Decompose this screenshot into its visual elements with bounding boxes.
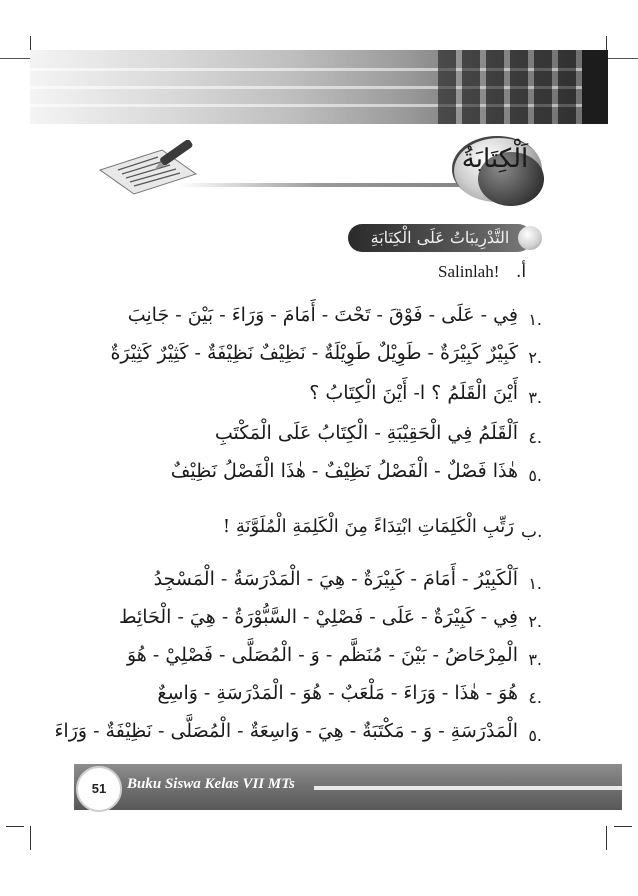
crop-mark xyxy=(614,826,632,827)
exercise-line: هُوَ - هٰذَا - وَرَاءَ - مَلْعَبٌ - هُوَ - الْمَدْرَسَةِ - وَاسِعٌ xyxy=(157,682,518,704)
exercise-line: الْمَدْرَسَةِ - وَ - مَكْتَبَةٌ - هِيَ - وَاسِعَةٌ - الْمُصَلَّى - نَظِيْفَةٌ - وَرَاءَ xyxy=(54,720,518,742)
item-number: .٤ xyxy=(528,428,542,447)
bullet-icon xyxy=(518,226,542,250)
crop-mark xyxy=(606,826,607,850)
exercise-title: التَّدْرِيبَاتُ عَلَى الْكِتَابَةِ xyxy=(348,224,532,252)
part-b-letter: ب. xyxy=(521,522,543,542)
exercise-line: اَلْكَبِيْرُ - أَمَامَ - كَبِيْرَةٌ - هِيَ - الْمَدْرَسَةُ - الْمَسْجِدُ xyxy=(153,568,518,590)
item-number: .٣ xyxy=(528,388,542,407)
item-number: .٢ xyxy=(528,348,542,367)
instruction-a: Salinlah! xyxy=(438,262,500,281)
section-title: اَلْكِتَابَةُ xyxy=(461,144,529,174)
exercise-line: اَلْقَلَمُ فِي الْحَقِيْبَةِ - الْكِتَابُ عَلَى الْمَكْتَبِ xyxy=(214,422,518,444)
footer-book-title: Buku Siswa Kelas VII MTs xyxy=(127,776,295,792)
exercise-line: كَبِيْرٌ كَبِيْرَةٌ - طَوِيْلٌ طَوِيْلَةٌ - نَظِيْفٌ نَظِيْفَةٌ - كَثِيْرٌ كَثِيْرَةٌ xyxy=(110,342,518,364)
item-number: .١ xyxy=(528,574,542,593)
header-banner xyxy=(30,50,608,124)
item-number: .٣ xyxy=(528,650,542,669)
instruction-b: رَتِّبِ الْكَلِمَاتِ ابْتِدَاءً مِنَ الْكَلِمَةِ الْمُلَوَّنَةِ ! xyxy=(222,516,514,537)
item-number: .٥ xyxy=(528,466,542,485)
page-number: 51 xyxy=(76,766,122,812)
crop-mark xyxy=(6,826,24,827)
item-number: .٤ xyxy=(528,688,542,707)
crop-mark xyxy=(30,826,31,850)
exercise-line: فِي - عَلَى - فَوْقَ - تَحْتَ - أَمَامَ - وَرَاءَ - بَيْنَ - جَانِبَ xyxy=(127,304,518,326)
exercise-line: أَيْنَ الْقَلَمُ ؟ ا- أَيْنَ الْكِتَابُ ؟ xyxy=(309,382,518,404)
part-a-letter: .أ xyxy=(516,262,527,282)
exercise-line: فِي - كَبِيْرَةٌ - عَلَى - فَصْلِيْ - السَّبُّوْرَةُ - هِيَ - الْحَائِط xyxy=(118,606,518,628)
exercise-line: هٰذَا فَصْلٌ - الْفَصْلُ نَظِيْفٌ - هٰذَا الْفَصْلُ نَظِيْفٌ xyxy=(170,460,518,482)
exercise-line: الْمِرْحَاضُ - بَيْنَ - مُنَظَّم - وَ - الْمُصَلَّى - فَصْلِيْ - هُوَ xyxy=(126,644,518,666)
item-number: .٥ xyxy=(528,726,542,745)
item-number: .٢ xyxy=(528,612,542,631)
item-number: .١ xyxy=(528,310,542,329)
writing-paper-icon xyxy=(96,140,206,196)
